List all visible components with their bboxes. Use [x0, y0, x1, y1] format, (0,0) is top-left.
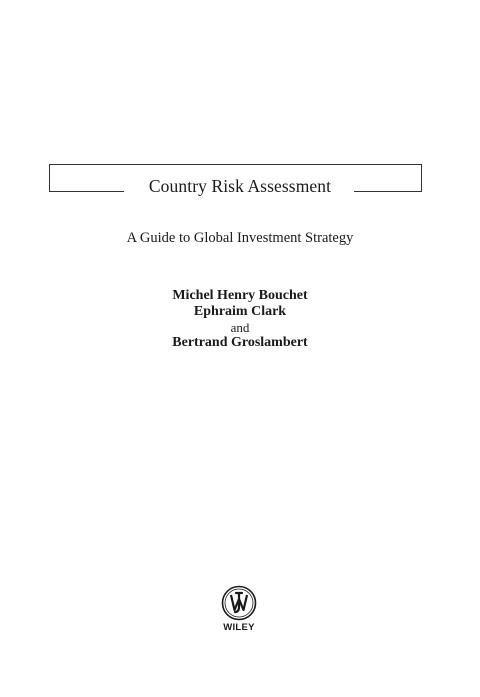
author-name: Bertrand Groslambert	[172, 335, 308, 350]
author-name: Michel Henry Bouchet	[172, 288, 308, 303]
author-conjunction: and	[230, 320, 250, 335]
author-block	[0, 288, 480, 351]
publisher-name: WILEY	[223, 622, 255, 633]
author-name: Ephraim Clark	[193, 304, 287, 319]
book-title: Country Risk Assessment	[148, 176, 332, 196]
book-subtitle: A Guide to Global Investment Strategy	[126, 230, 354, 246]
frame-top-rule	[49, 164, 422, 165]
wiley-emblem-icon	[221, 585, 257, 621]
publisher-logo	[216, 585, 262, 637]
